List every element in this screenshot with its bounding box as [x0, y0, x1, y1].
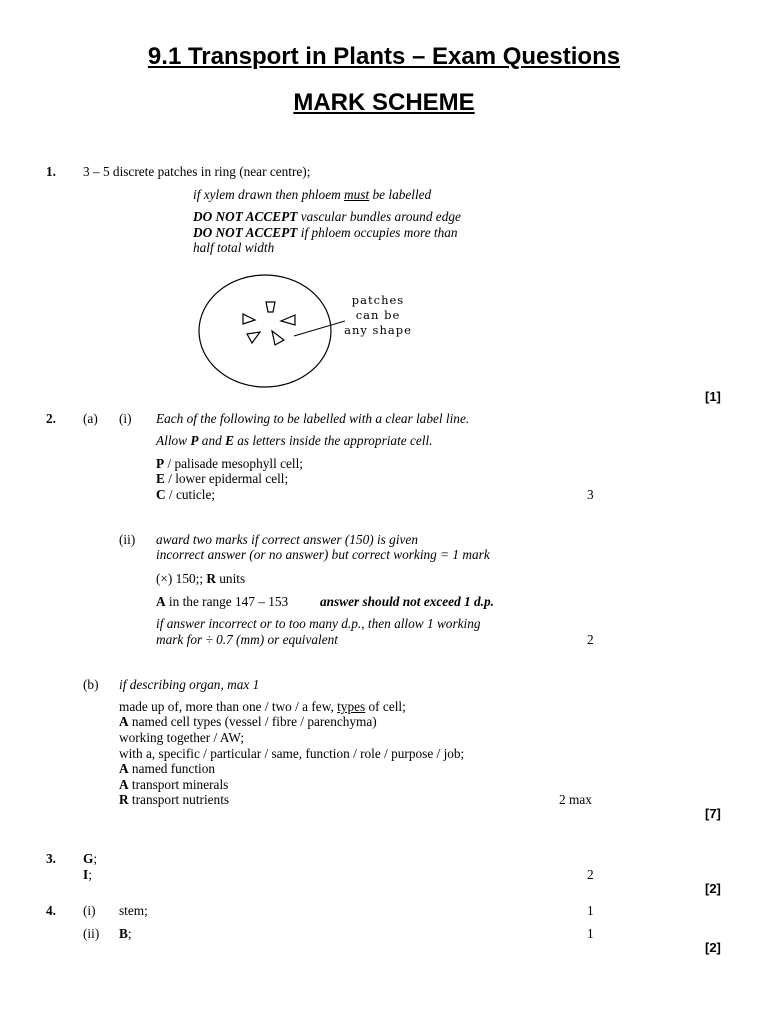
- page-subtitle: MARK SCHEME: [293, 89, 475, 116]
- question-2aii-note-1: award two marks if correct answer (150) is given: [156, 532, 418, 547]
- question-2b-note: if describing organ, max 1: [119, 677, 260, 692]
- question-2aii-note-4: mark for ÷ 0.7 (mm) or equivalent: [156, 632, 338, 647]
- question-4i-marks: 1: [587, 903, 594, 918]
- question-2-number: 2.: [46, 411, 56, 426]
- question-2b-marks: 2 max: [559, 792, 592, 807]
- question-2b-line-4: with a, specific / particular / same, function / role / purpose / job;: [119, 746, 465, 761]
- question-1-total-marks: [1]: [705, 389, 721, 404]
- question-4-total-marks: [2]: [705, 940, 721, 955]
- question-2ai-item-p: P / palisade mesophyll cell;: [156, 456, 303, 471]
- question-2aii-marks: 2: [587, 632, 594, 647]
- question-3-marks: 2: [587, 867, 594, 882]
- question-2ai-note-1: Each of the following to be labelled with a clear label line.: [156, 411, 470, 426]
- question-2b-line-1: made up of, more than one / two / a few, types of cell;: [119, 699, 406, 714]
- vascular-patch: [247, 332, 260, 343]
- question-1-do-not-accept-1: DO NOT ACCEPT vascular bundles around edge: [193, 209, 461, 224]
- question-3-answer-g: G;: [83, 851, 98, 866]
- question-3-total-marks: [2]: [705, 881, 721, 896]
- question-2aii-accept-range: A in the range 147 – 153: [156, 594, 289, 609]
- page-title: 9.1 Transport in Plants – Exam Questions: [147, 43, 621, 70]
- question-2b-line-5: A named function: [119, 761, 216, 776]
- question-2-part-b: (b): [83, 677, 99, 692]
- question-1-note-xylem: if xylem drawn then phloem must be labelled: [193, 187, 432, 202]
- question-2ai-note-2: Allow P and E as letters inside the appropriate cell.: [156, 433, 433, 448]
- question-2aii-note-2: incorrect answer (or no answer) but correct working = 1 mark: [156, 547, 490, 562]
- question-4ii-marks: 1: [587, 926, 594, 941]
- question-2b-line-2: A named cell types (vessel / fibre / parenchyma): [119, 714, 377, 729]
- vascular-patch: [243, 314, 255, 324]
- question-2aii-answer: (×) 150;; R units: [156, 571, 246, 586]
- question-2-part-a: (a): [83, 411, 98, 426]
- vascular-patch: [266, 302, 275, 312]
- diagram-label: patches can be any shape: [344, 293, 412, 337]
- question-3-answer-i: I;: [83, 867, 92, 882]
- question-4-number: 4.: [46, 903, 56, 918]
- question-1-number: 1.: [46, 164, 56, 179]
- question-4-part-ii: (ii): [83, 926, 100, 941]
- question-2-total-marks: [7]: [705, 806, 721, 821]
- question-2b-line-3: working together / AW;: [119, 730, 245, 745]
- question-2b-line-7: R transport nutrients: [119, 792, 230, 807]
- question-2aii-warning: answer should not exceed 1 d.p.: [320, 594, 494, 609]
- question-2aii-note-3: if answer incorrect or to too many d.p., then allow 1 working: [156, 616, 481, 631]
- question-1-answer: 3 – 5 discrete patches in ring (near centre);: [83, 164, 311, 179]
- question-4ii-answer: B;: [119, 926, 132, 941]
- question-2b-line-6: A transport minerals: [119, 777, 229, 792]
- question-2-part-a-ii: (ii): [119, 532, 136, 547]
- question-2ai-item-c: C / cuticle;: [156, 487, 216, 502]
- question-2ai-item-e: E / lower epidermal cell;: [156, 471, 289, 486]
- vascular-patch: [281, 315, 295, 325]
- stem-cross-section-diagram: [195, 270, 345, 395]
- question-1-do-not-accept-2-cont: half total width: [193, 240, 275, 255]
- question-1-do-not-accept-2: DO NOT ACCEPT if phloem occupies more than: [193, 225, 458, 240]
- vascular-patch: [272, 331, 284, 345]
- question-4i-answer: stem;: [119, 903, 148, 918]
- question-2-part-a-i: (i): [119, 411, 132, 426]
- question-2ai-marks: 3: [587, 487, 594, 502]
- question-4-part-i: (i): [83, 903, 96, 918]
- question-3-number: 3.: [46, 851, 56, 866]
